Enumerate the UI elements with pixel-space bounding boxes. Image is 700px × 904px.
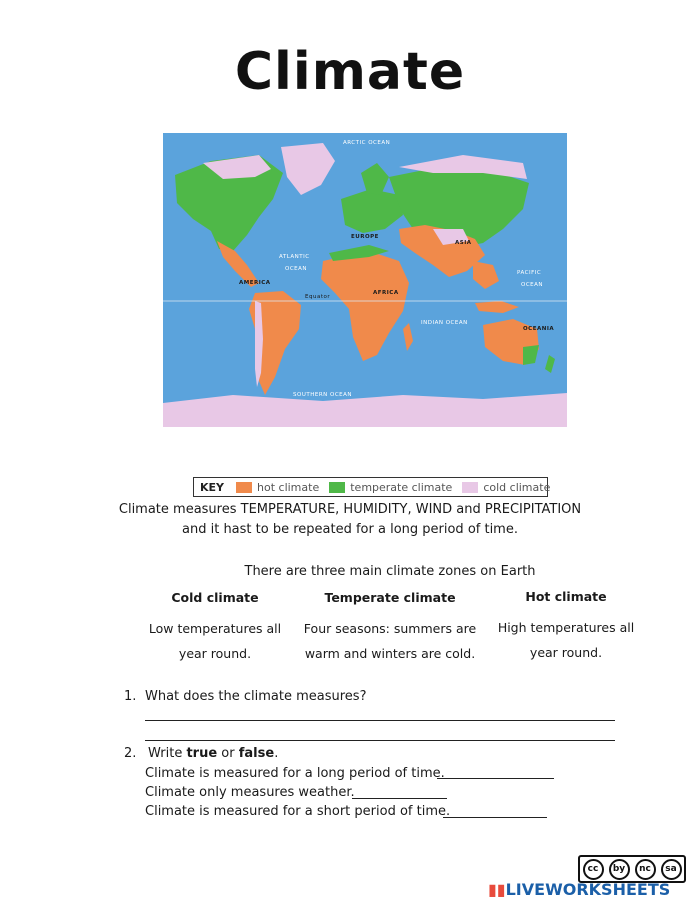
zone-desc-line: warm and winters are cold. (304, 646, 476, 661)
answer-line-2[interactable] (145, 740, 615, 741)
question-2-number: 2. (124, 746, 137, 761)
statement-2: Climate only measures weather. (145, 785, 355, 800)
statement-1-answer[interactable] (437, 778, 554, 779)
zone-title: Hot climate (525, 589, 607, 604)
statement-3: Climate is measured for a short period of time. (145, 804, 451, 819)
key-item-cold (462, 481, 550, 494)
zone-desc-line: Four seasons: summers are (303, 621, 477, 636)
label-atlantic-1: ATLANTIC (279, 254, 310, 260)
question-1-text: What does the climate measures? (145, 689, 367, 704)
zones-heading: There are three main climate zones on Earth (244, 564, 536, 579)
label-pacific-2: OCEAN (521, 282, 544, 288)
liveworksheets-logo[interactable] (488, 880, 670, 899)
label-oceania: OCEANIA (523, 326, 555, 332)
statement-1: Climate is measured for a long period of time. (145, 766, 445, 781)
zone-title: Cold climate (171, 590, 259, 605)
temperate-swatch (329, 482, 345, 493)
label-pacific-1: PACIFIC (517, 270, 542, 276)
q2-prefix: Write (148, 746, 187, 761)
label-america: AMERICA (239, 280, 271, 286)
q2-true-word: true (186, 746, 218, 761)
zone-desc-line: year round. (178, 646, 252, 661)
page-title: Climate (234, 42, 466, 102)
statement-3-answer[interactable] (443, 817, 547, 818)
zone-title: Temperate climate (324, 590, 456, 605)
statement-2-answer[interactable] (352, 798, 447, 799)
answer-line-1[interactable] (145, 720, 615, 721)
by-icon: by (609, 859, 630, 880)
intro-line-1: Climate measures TEMPERATURE, HUMIDITY, WIND and PRECIPITATION (118, 502, 582, 517)
key-item-label: hot climate (257, 480, 320, 494)
q2-or: or (217, 746, 239, 761)
key-item-label: temperate climate (350, 480, 453, 494)
liveworksheets-logo-text: LIVEWORKSHEETS (505, 880, 671, 899)
label-arctic-ocean: ARCTIC OCEAN (343, 140, 391, 146)
q2-false-word: false (238, 746, 275, 761)
world-climate-map (163, 133, 567, 427)
question-2-instruction (148, 746, 278, 761)
zone-temperate (300, 590, 480, 666)
map-key (193, 477, 551, 497)
cc-icon: cc (583, 859, 604, 880)
label-southern-ocean: SOUTHERN OCEAN (293, 392, 353, 398)
label-atlantic-2: OCEAN (285, 266, 308, 272)
label-indian-ocean: INDIAN OCEAN (421, 320, 468, 326)
key-title: KEY (200, 480, 225, 494)
nc-icon: nc (635, 859, 656, 880)
cold-swatch (462, 482, 478, 493)
intro-line-2: and it hast to be repeated for a long period of time. (182, 522, 518, 537)
question-1-number: 1. (124, 689, 137, 704)
creative-commons-badge (578, 855, 686, 883)
key-item-temperate (329, 481, 452, 494)
zone-hot (476, 589, 656, 665)
q2-suffix: . (274, 746, 279, 761)
key-item-hot (236, 481, 319, 494)
label-equator: Equator (305, 294, 331, 300)
zone-desc-line: High temperatures all (497, 620, 635, 635)
zone-cold (125, 590, 305, 666)
zone-desc-line: year round. (529, 645, 603, 660)
key-item-label: cold climate (483, 480, 551, 494)
label-africa: AFRICA (373, 290, 399, 296)
sa-icon: sa (661, 859, 682, 880)
label-asia: ASIA (455, 240, 472, 246)
zone-desc-line: Low temperatures all (148, 621, 282, 636)
liveworksheets-logo-mark: ▮▮ (488, 880, 506, 899)
hot-swatch (236, 482, 252, 493)
world-map-graphic (163, 133, 567, 427)
label-europe: EUROPE (351, 234, 379, 240)
